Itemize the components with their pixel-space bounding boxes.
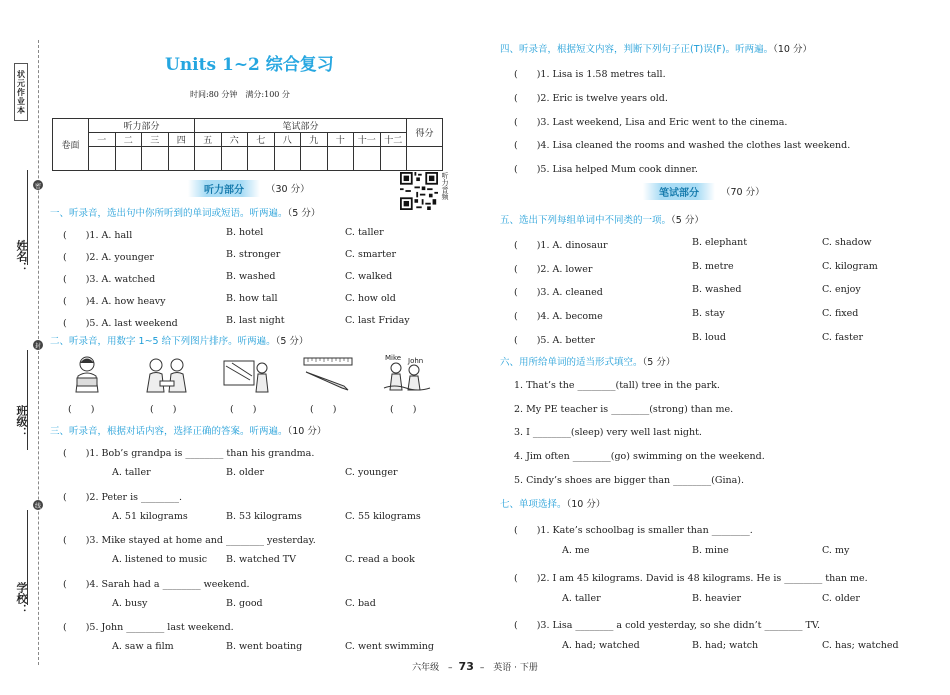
- picture-order-blank[interactable]: ( ): [230, 404, 257, 415]
- score-col-number: 六: [221, 133, 248, 147]
- section-6-title-text: 六、用所给单词的适当形式填空。: [500, 357, 643, 368]
- choice-option[interactable]: C. smarter: [345, 249, 397, 260]
- score-cell[interactable]: [168, 147, 195, 171]
- section-4-title-text: 四、听录音，根据短文内容，判断下列句子正(T)误(F)。听两遍。: [500, 44, 774, 55]
- choice-option[interactable]: C. older: [822, 592, 860, 604]
- school-label: 学校：: [15, 582, 28, 615]
- score-col-number: 八: [274, 133, 301, 147]
- score-cell[interactable]: [248, 147, 275, 171]
- choice-option[interactable]: C. read a book: [345, 554, 415, 565]
- page-footer: 六年级 – 73 – 英语 · 下册: [412, 660, 538, 673]
- choice-option[interactable]: B. hotel: [226, 227, 264, 238]
- score-col-head: 卷面: [53, 119, 89, 171]
- section-7-title-text: 七、单项选择。: [500, 499, 567, 510]
- choice-question[interactable]: ( )3. A. cleaned: [514, 287, 603, 299]
- section-1-points: （5 分）: [287, 208, 321, 219]
- section-2-title: [50, 333, 308, 347]
- choice-option[interactable]: C. kilogram: [822, 260, 878, 272]
- choice-option[interactable]: B. older: [226, 467, 265, 478]
- write-head: 笔试部分: [195, 119, 407, 133]
- fill-blank-item[interactable]: 3. I ________(sleep) very well last night.: [514, 427, 702, 439]
- fill-blank-item[interactable]: 1. That’s the ________(tall) tree in the park.: [514, 380, 720, 391]
- choice-option[interactable]: B. 53 kilograms: [226, 510, 302, 522]
- section-6-title: [500, 354, 675, 368]
- choice-option[interactable]: C. shadow: [822, 237, 872, 248]
- score-cell[interactable]: [115, 147, 142, 171]
- fill-blank-item[interactable]: 2. My PE teacher is ________(strong) than me.: [514, 403, 734, 415]
- total-head: 得分: [407, 119, 443, 147]
- pic-label-mike: Mike: [385, 354, 402, 362]
- true-false-item[interactable]: ( )3. Last weekend, Lisa and Eric went to the cinema.: [514, 116, 788, 128]
- score-col-number: 四: [168, 133, 195, 147]
- seal-dot-3: 线: [33, 500, 43, 510]
- section-7-title: [500, 496, 605, 510]
- choice-option[interactable]: A. had; watched: [562, 640, 640, 651]
- choice-option[interactable]: C. 55 kilograms: [345, 510, 421, 522]
- qr-code-icon: [400, 172, 438, 210]
- score-col-number: 二: [115, 133, 142, 147]
- picture-order-blank[interactable]: ( ): [150, 404, 177, 415]
- choice-option[interactable]: B. loud: [692, 331, 726, 343]
- choice-option[interactable]: B. stay: [692, 308, 725, 320]
- choice-option[interactable]: C. my: [822, 545, 850, 556]
- section-2-points: （5 分）: [275, 336, 309, 347]
- name-label: 姓名：: [15, 240, 28, 273]
- section-5-title-text: 五、选出下列每组单词中不同类的一项。: [500, 215, 672, 226]
- score-col-number: 五: [195, 133, 222, 147]
- score-col-number: 九: [301, 133, 328, 147]
- section-5-title: [500, 212, 704, 226]
- true-false-item[interactable]: ( )1. Lisa is 1.58 metres tall.: [514, 69, 666, 80]
- section-3-points: （10 分）: [287, 426, 327, 437]
- score-col-number: 七: [248, 133, 275, 147]
- choice-question[interactable]: ( )1. A. dinosaur: [514, 240, 608, 251]
- dialogue-question[interactable]: ( )3. Mike stayed at home and ________ yesterday.: [63, 535, 316, 546]
- choice-question[interactable]: ( )5. A. last weekend: [63, 318, 178, 329]
- section-6-points: （5 分）: [642, 357, 676, 368]
- score-cell[interactable]: [380, 147, 407, 171]
- class-label: 班级：: [15, 405, 28, 438]
- total-score-cell[interactable]: [407, 147, 443, 171]
- true-false-item[interactable]: ( )2. Eric is twelve years old.: [514, 92, 668, 104]
- choice-option[interactable]: C. how old: [345, 293, 396, 304]
- choice-option[interactable]: B. had; watch: [692, 640, 759, 651]
- score-cell[interactable]: [142, 147, 169, 171]
- choice-option[interactable]: C. bad: [345, 597, 376, 609]
- section-1-title: [50, 205, 320, 219]
- picture-order-blank[interactable]: ( ): [310, 404, 337, 415]
- page-subtitle: 时间:80 分钟 满分:100 分: [190, 90, 290, 99]
- choice-option[interactable]: A. me: [562, 545, 590, 556]
- choice-option[interactable]: C. last Friday: [345, 315, 410, 326]
- choice-option[interactable]: C. fixed: [822, 308, 859, 320]
- picture-boy-cleaning: [222, 356, 272, 394]
- section-7-points: （10 分）: [566, 499, 606, 510]
- dialogue-question[interactable]: ( )1. Bob’s grandpa is ________ than his grandma.: [63, 448, 315, 459]
- choice-option[interactable]: A. taller: [562, 592, 601, 604]
- seal-dot-2: 封: [33, 340, 43, 350]
- listening-band-label: 听力部分: [188, 180, 260, 197]
- score-cell[interactable]: [274, 147, 301, 171]
- footer-grade: 六年级: [412, 663, 440, 673]
- picture-ruler-pencil: [302, 356, 356, 392]
- score-cell[interactable]: [354, 147, 381, 171]
- section-2-title-text: 二、听录音，用数字 1~5 给下列图片排序。听两遍。: [50, 336, 276, 347]
- choice-option[interactable]: C. taller: [345, 227, 384, 238]
- writing-band-label: 笔试部分: [643, 183, 715, 200]
- page-number: 73: [458, 660, 474, 673]
- section-5-points: （5 分）: [671, 215, 704, 226]
- seal-dot-1: 密: [33, 180, 43, 190]
- choice-option[interactable]: A. 51 kilograms: [112, 510, 188, 522]
- choice-question[interactable]: ( )3. Lisa ________ a cold yesterday, so she didn’t ________ TV.: [514, 620, 821, 631]
- choice-question[interactable]: ( )3. A. watched: [63, 274, 156, 285]
- choice-option[interactable]: C. enjoy: [822, 284, 861, 296]
- choice-option[interactable]: B. mine: [692, 545, 729, 556]
- score-table: [52, 118, 443, 171]
- choice-option[interactable]: A. saw a film: [112, 641, 174, 652]
- choice-option[interactable]: B. went boating: [226, 641, 303, 652]
- choice-option[interactable]: C. faster: [822, 331, 864, 343]
- choice-question[interactable]: ( )1. A. hall: [63, 230, 133, 241]
- section-3-title-text: 三、听录音，根据对话内容，选择正确的答案。听两遍。: [50, 426, 288, 437]
- choice-option[interactable]: A. listened to music: [112, 554, 208, 565]
- score-cell[interactable]: [221, 147, 248, 171]
- picture-order-blank[interactable]: ( ): [68, 404, 95, 415]
- listen-head: 听力部分: [89, 119, 195, 133]
- choice-question[interactable]: ( )2. I am 45 kilograms. David is 48 kilograms. He is ________ than me.: [514, 572, 868, 584]
- listening-band: [188, 181, 310, 195]
- choice-option[interactable]: B. metre: [692, 260, 734, 272]
- choice-option[interactable]: B. good: [226, 597, 263, 609]
- section-4-title: [500, 41, 812, 55]
- pic-label-john: John: [408, 357, 424, 365]
- score-col-number: 三: [142, 133, 169, 147]
- score-cell[interactable]: [301, 147, 328, 171]
- choice-question[interactable]: ( )1. Kate’s schoolbag is smaller than ________.: [514, 525, 753, 536]
- picture-two-people: [142, 356, 192, 394]
- writing-band: [643, 184, 765, 198]
- choice-option[interactable]: C. went swimming: [345, 641, 434, 652]
- brand-label: 状元作业本: [14, 63, 28, 121]
- choice-option[interactable]: C. walked: [345, 271, 393, 282]
- section-3-title: [50, 423, 326, 437]
- choice-option[interactable]: A. taller: [112, 467, 151, 478]
- score-col-number: 一: [89, 133, 116, 147]
- choice-question[interactable]: ( )5. A. better: [514, 334, 595, 346]
- listening-band-points: （30 分）: [266, 184, 310, 195]
- fill-blank-item[interactable]: 4. Jim often ________(go) swimming on the weekend.: [514, 451, 765, 463]
- score-cell[interactable]: [89, 147, 116, 171]
- score-col-number: 十一: [354, 133, 381, 147]
- choice-option[interactable]: A. busy: [112, 597, 148, 609]
- true-false-item[interactable]: ( )5. Lisa helped Mum cook dinner.: [514, 164, 698, 176]
- choice-option[interactable]: B. heavier: [692, 592, 741, 604]
- choice-question[interactable]: ( )4. A. how heavy: [63, 296, 166, 307]
- dialogue-question[interactable]: ( )4. Sarah had a ________ weekend.: [63, 578, 250, 590]
- section-1-title-text: 一、听录音，选出句中你所听到的单词或短语。听两遍。: [50, 208, 288, 219]
- picture-order-blank[interactable]: ( ): [390, 404, 417, 415]
- true-false-item[interactable]: ( )4. Lisa cleaned the rooms and washed the clothes last weekend.: [514, 140, 851, 152]
- section-4-points: （10 分）: [773, 44, 812, 55]
- score-cell[interactable]: [195, 147, 222, 171]
- dialogue-question[interactable]: ( )2. Peter is ________.: [63, 491, 183, 503]
- score-col-number: 十二: [380, 133, 407, 147]
- picture-girl-reading: [64, 354, 110, 394]
- choice-option[interactable]: B. how tall: [226, 293, 278, 304]
- choice-question[interactable]: ( )4. A. become: [514, 311, 603, 323]
- choice-option[interactable]: C. has; watched: [822, 640, 899, 651]
- choice-option[interactable]: B. elephant: [692, 237, 748, 248]
- score-col-number: 十: [327, 133, 354, 147]
- score-cell[interactable]: [327, 147, 354, 171]
- choice-option[interactable]: B. stronger: [226, 249, 281, 260]
- choice-option[interactable]: C. younger: [345, 467, 398, 478]
- choice-option[interactable]: B. washed: [692, 284, 742, 296]
- choice-question[interactable]: ( )2. A. lower: [514, 263, 593, 275]
- choice-option[interactable]: B. watched TV: [226, 554, 296, 565]
- footer-subject: 英语 · 下册: [493, 663, 538, 673]
- fill-blank-item[interactable]: 5. Cindy’s shoes are bigger than ________(Gina).: [514, 474, 744, 486]
- choice-option[interactable]: B. washed: [226, 271, 276, 282]
- page-title: Units 1~2 综合复习: [165, 55, 334, 75]
- choice-option[interactable]: B. last night: [226, 315, 285, 326]
- binding-dashed-line: [38, 40, 39, 665]
- choice-question[interactable]: ( )2. A. younger: [63, 252, 154, 263]
- dialogue-question[interactable]: ( )5. John ________ last weekend.: [63, 622, 234, 633]
- writing-band-points: （70 分）: [721, 187, 765, 198]
- qr-caption: 听力音频: [441, 172, 449, 200]
